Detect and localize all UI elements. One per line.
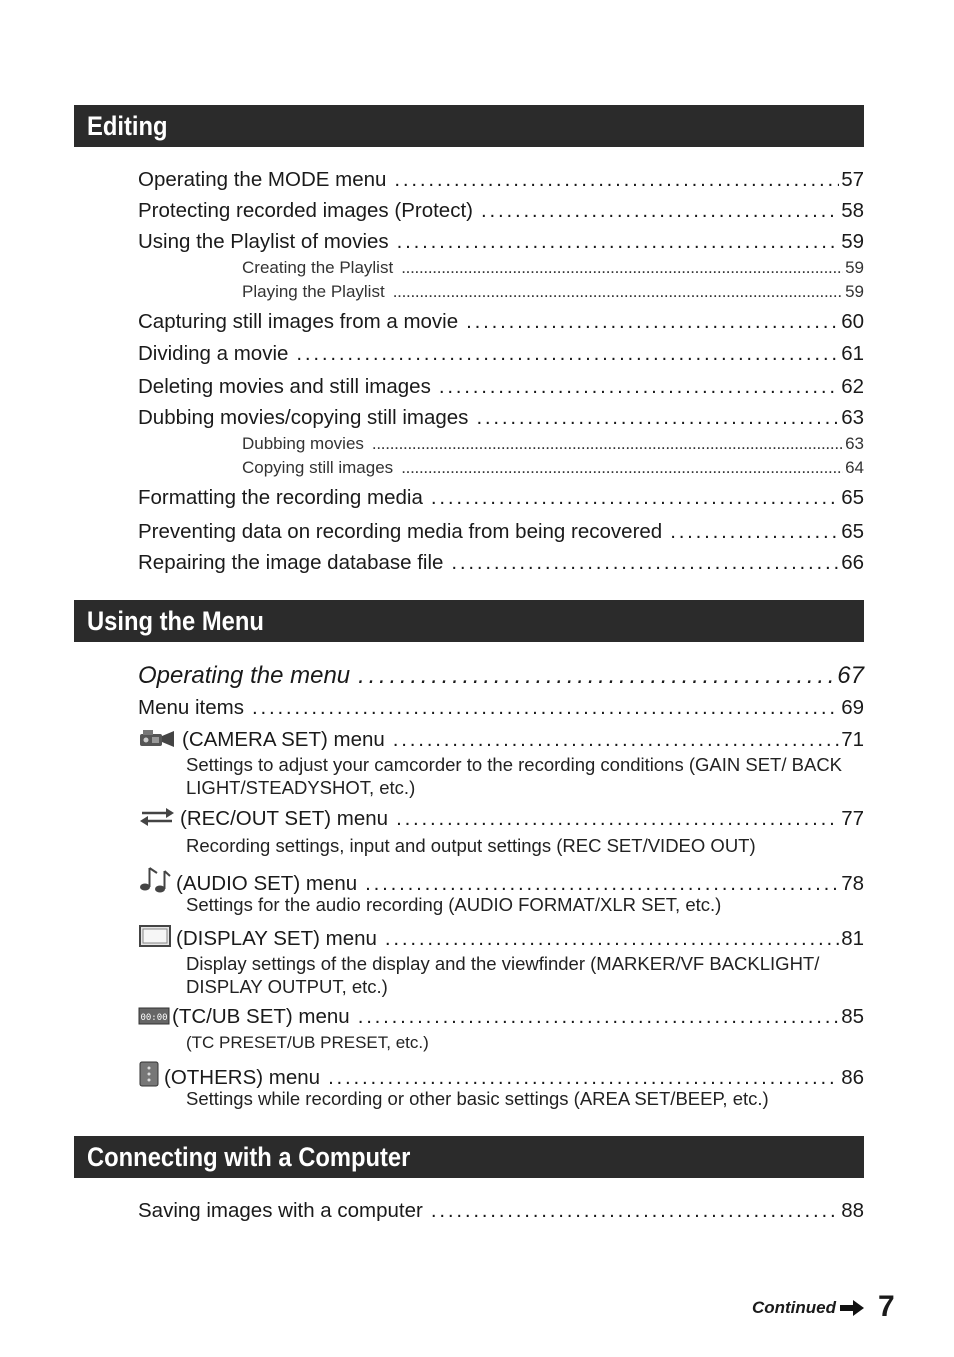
display-icon — [138, 924, 172, 954]
toc-entry-label: Operating the menu — [138, 662, 351, 689]
toc-entry-title — [138, 1005, 350, 1032]
toc-entry-label: Saving images with a computer — [138, 1199, 423, 1222]
toc-entry-menu-items[interactable] — [138, 696, 864, 720]
toc-entry-camera-set[interactable] — [138, 727, 864, 755]
toc-entry-label: Preventing data on recording media from being recovered — [138, 520, 663, 543]
toc-entry-label: (TC/UB SET) menu — [172, 1005, 350, 1028]
toc-entry[interactable] — [138, 230, 864, 254]
menu-description: (TC PRESET/UB PRESET, etc.) — [186, 1033, 429, 1052]
toc-entry-label: Protecting recorded images (Protect) — [138, 199, 473, 222]
toc-entry-label: (OTHERS) menu — [164, 1066, 321, 1089]
dot-leader — [476, 406, 839, 430]
section-header-connecting-with-a-computer: Connecting with a Computer — [74, 1136, 864, 1178]
svg-text:00:00: 00:00 — [140, 1013, 168, 1023]
menu-description: Settings while recording or other basic settings (AREA SET/BEEP, etc.) — [186, 1088, 769, 1109]
dot-leader — [439, 375, 839, 399]
toc-entry-page: 63 — [841, 406, 864, 429]
toc-entry-label: Creating the Playlist — [242, 258, 394, 277]
continued-label: Continued — [751, 1298, 836, 1317]
menu-description: Settings to adjust your camcorder to the recording conditions (GAIN SET/ BACK LIGHT/STEADYSHOT, etc.) — [186, 754, 843, 798]
toc-entry-label: Formatting the recording media — [138, 486, 423, 509]
menu-description: Display settings of the display and the viewfinder (MARKER/VF BACKLIGHT/ DISPLAY OUTPUT, etc.) — [186, 953, 820, 997]
dot-leader — [328, 1066, 839, 1090]
section-header-editing: Editing — [74, 105, 864, 147]
dot-leader — [372, 434, 843, 454]
toc-entry-label: Using the Playlist of movies — [138, 230, 389, 253]
dot-leader — [397, 230, 840, 254]
dot-leader — [670, 520, 839, 544]
toc-subentry[interactable] — [242, 258, 864, 278]
dot-leader — [358, 1005, 839, 1029]
toc-entry[interactable] — [138, 199, 864, 223]
toc-entry-page: 58 — [841, 199, 864, 222]
toc-entry-display-set[interactable] — [138, 924, 864, 954]
toc-entry[interactable] — [138, 486, 864, 510]
toc-entry-label: (REC/OUT SET) menu — [180, 807, 389, 830]
toc-entry-rec-out-set[interactable] — [138, 806, 864, 834]
dot-leader — [466, 310, 839, 334]
dot-leader — [393, 282, 843, 302]
music-notes-icon — [138, 865, 172, 899]
dot-leader — [481, 199, 839, 223]
toc-entry-label: Operating the MODE menu — [138, 168, 387, 191]
dot-leader — [365, 872, 839, 896]
menu-description: Recording settings, input and output settings (REC SET/VIDEO OUT) — [186, 835, 756, 856]
toc-entry-page: 88 — [841, 1199, 864, 1222]
toc-entry-label: Playing the Playlist — [242, 282, 385, 301]
toc-entry-page: 71 — [841, 728, 864, 751]
toc-entry-page: 60 — [841, 310, 864, 333]
toc-entry-page: 65 — [841, 486, 864, 509]
toc-entry-operating-menu[interactable] — [138, 662, 864, 690]
toc-entry[interactable] — [138, 1199, 864, 1223]
dot-leader — [431, 486, 839, 510]
toc-entry-page: 81 — [841, 927, 864, 950]
toc-entry[interactable] — [138, 310, 864, 334]
toc-entry-page: 59 — [841, 230, 864, 253]
rec-out-arrows-icon — [138, 806, 176, 834]
toc-entry-page: 78 — [841, 872, 864, 895]
toc-entry-label: Menu items — [138, 696, 244, 719]
toc-entry-page: 59 — [845, 282, 864, 301]
toc-entry-page: 59 — [845, 258, 864, 277]
dot-leader — [401, 258, 843, 278]
toc-entry[interactable] — [138, 375, 864, 399]
dot-leader — [431, 1199, 839, 1223]
dot-leader — [358, 662, 835, 690]
toc-entry-page: 65 — [841, 520, 864, 543]
dot-leader — [252, 696, 839, 720]
dot-leader — [451, 551, 839, 575]
toc-entry-title — [138, 806, 388, 834]
toc-entry[interactable] — [138, 551, 864, 575]
toc-entry-label: Capturing still images from a movie — [138, 310, 459, 333]
toc-entry-tc-ub-set[interactable] — [138, 1005, 864, 1032]
menu-description: Settings for the audio recording (AUDIO FORMAT/XLR SET, etc.) — [186, 894, 722, 915]
toc-entry-title — [138, 727, 385, 755]
toc-entry-label: (AUDIO SET) menu — [176, 872, 358, 895]
dot-leader — [296, 342, 839, 366]
camera-icon — [138, 727, 178, 755]
toc-entry-page: 62 — [841, 375, 864, 398]
arrow-right-icon — [840, 1300, 864, 1321]
toc-entry[interactable] — [138, 406, 864, 430]
others-icon — [138, 1061, 160, 1093]
dot-leader — [394, 168, 839, 192]
toc-entry-page: 66 — [841, 551, 864, 574]
toc-entry-page: 61 — [841, 342, 864, 365]
toc-entry-page: 85 — [841, 1005, 864, 1028]
toc-subentry[interactable] — [242, 434, 864, 454]
toc-subentry[interactable] — [242, 458, 864, 478]
toc-entry-page: 67 — [837, 662, 864, 689]
section-header-using-the-menu: Using the Menu — [74, 600, 864, 642]
toc-entry-page: 86 — [841, 1066, 864, 1089]
toc-subentry[interactable] — [242, 282, 864, 302]
toc-entry-page: 57 — [841, 168, 864, 191]
toc-entry-label: Deleting movies and still images — [138, 375, 431, 398]
page-number: 7 — [878, 1290, 895, 1323]
toc-entry[interactable] — [138, 342, 864, 366]
toc-entry[interactable] — [138, 168, 864, 192]
dot-leader — [385, 927, 839, 951]
toc-entry-title — [138, 924, 377, 954]
toc-entry[interactable] — [138, 520, 864, 544]
toc-entry-label: Dividing a movie — [138, 342, 289, 365]
toc-entry-page: 77 — [841, 807, 864, 830]
toc-entry-label: Copying still images — [242, 458, 394, 477]
dot-leader — [396, 807, 839, 831]
dot-leader — [401, 458, 843, 478]
toc-entry-label: Dubbing movies — [242, 434, 364, 453]
toc-entry-label: Repairing the image database file — [138, 551, 444, 574]
toc-entry-page: 63 — [845, 434, 864, 453]
timecode-icon — [138, 1006, 170, 1032]
toc-entry-page: 69 — [841, 696, 864, 719]
toc-entry-label: Dubbing movies/copying still images — [138, 406, 469, 429]
toc-entry-label: (DISPLAY SET) menu — [176, 927, 377, 950]
toc-entry-label: (CAMERA SET) menu — [182, 728, 385, 751]
toc-entry-page: 64 — [845, 458, 864, 477]
dot-leader — [393, 728, 839, 752]
